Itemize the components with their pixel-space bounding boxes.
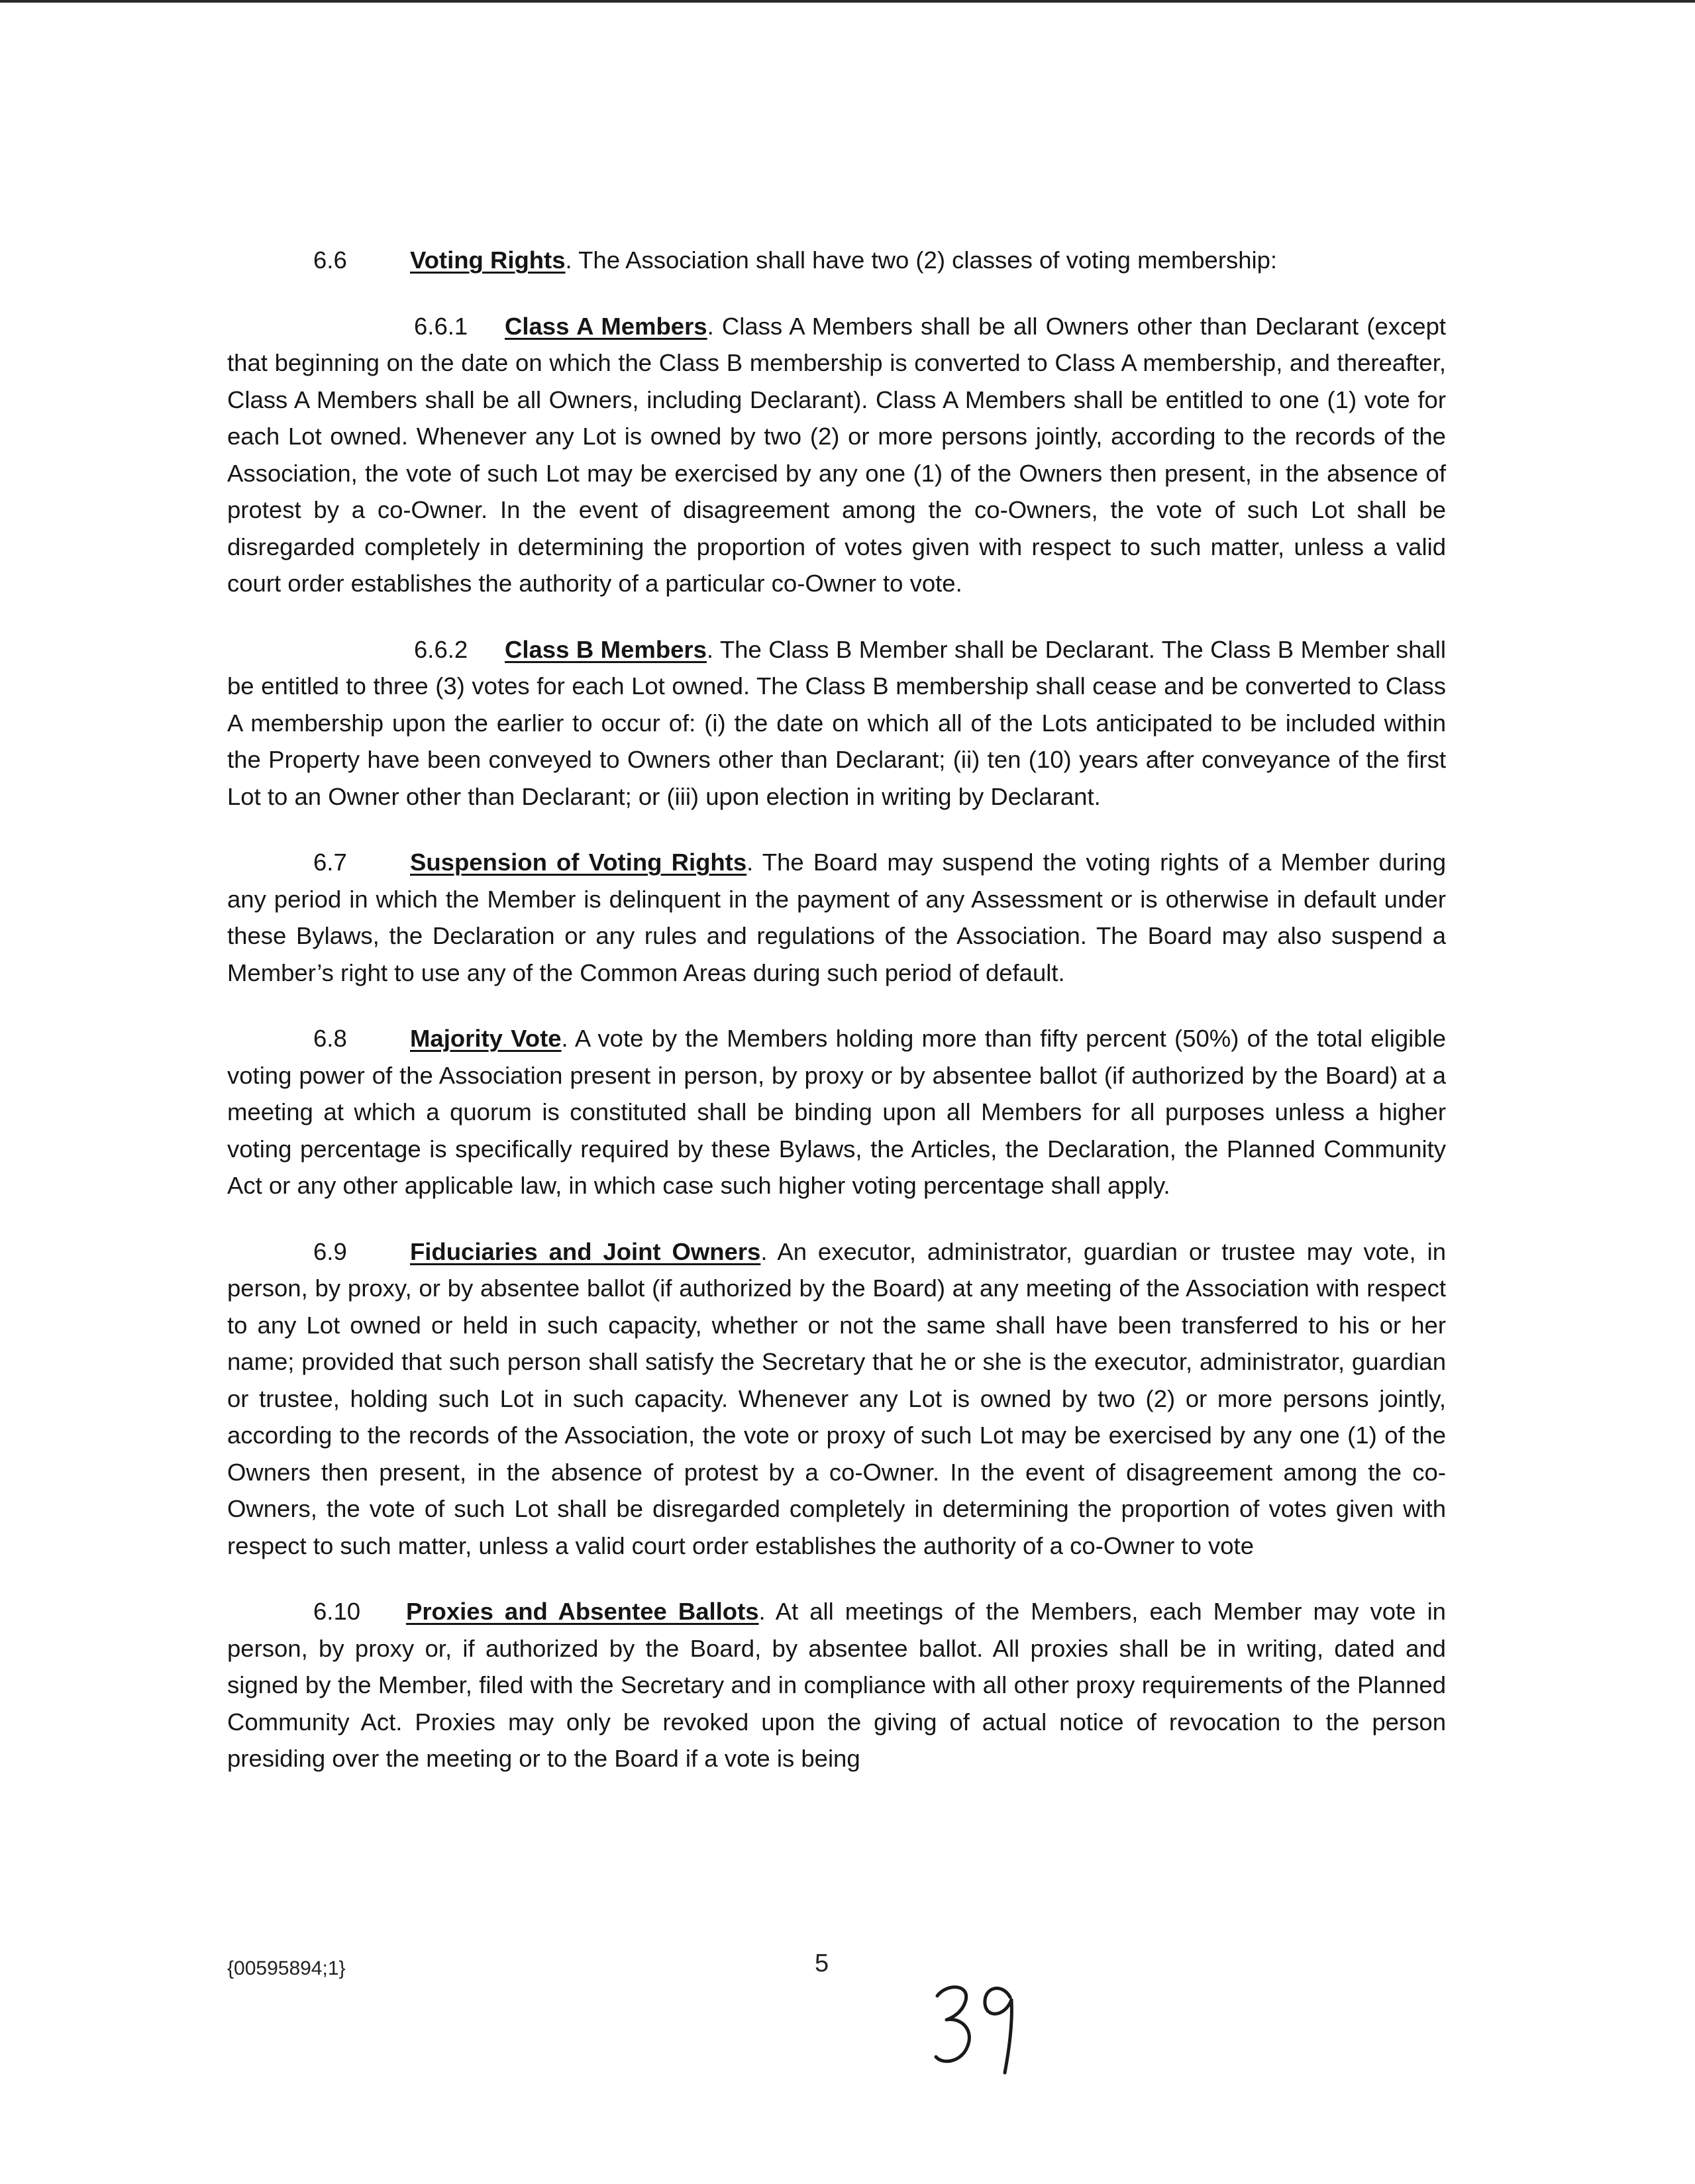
section-text: . The Class B Member shall be Declarant. The Class B Member shall be entitled to three (3) votes for each Lot owned. The Class B membership shall cease and be converted to Class A membership upon the earlier to occur of: (i) the date on which all of the Lots anticipated to be included within the Property have been conveyed to Owners other than Declarant; (ii) ten (10) years after conveyance of the first Lot to an Owner other than Declarant; or (iii) upon election in writing by Declarant. [227,635,1446,810]
section-6-8 [227,1020,1446,1204]
handwritten-page-number [931,1977,1023,2077]
document-page [227,242,1446,1806]
section-number: 6.8 [313,1025,347,1052]
section-heading: Class A Members [505,312,707,340]
section-6-6-1 [227,308,1446,602]
section-text: . A vote by the Members holding more than fifty percent (50%) of the total eligible voting power of the Association present in person, by proxy or by absentee ballot (if authorized by the Board) at a meeting at which a quorum is constituted shall be binding upon all Members for all purposes unless a higher voting percentage is specifically required by these Bylaws, the Articles, the Declaration, the Planned Community Act or any other applicable law, in which case such higher voting percentage shall apply. [227,1025,1446,1199]
section-6-7 [227,844,1446,991]
section-text: . At all meetings of the Members, each Member may vote in person, by proxy or, if authorized by the Board, by absentee ballot. All proxies shall be in writing, dated and signed by the Member, filed with the Secretary and in compliance with all other proxy requirements of the Planned Community Act. Proxies may only be revoked upon the giving of actual notice of revocation to the person presiding over the meeting or to the Board if a vote is being [227,1598,1446,1772]
section-number: 6.6.1 [414,312,468,340]
section-6-9 [227,1233,1446,1565]
section-number: 6.6 [313,246,347,274]
section-number: 6.7 [313,849,347,876]
section-6-6 [227,242,1446,279]
section-text: . The Association shall have two (2) classes of voting membership: [565,246,1278,274]
section-6-6-2 [227,631,1446,815]
section-number: 6.10 [313,1598,361,1625]
section-heading: Majority Vote [410,1025,562,1052]
scan-edge-line [0,0,1695,3]
section-text: . An executor, administrator, guardian or trustee may vote, in person, by proxy, or by absentee ballot (if authorized by the Board) at any meeting of the Association with respect to any Lot owned or held in such capacity, whether or not the same shall have been transferred to his or her name; provided that such person shall satisfy the Secretary that he or she is the executor, administrator, guardian or trustee, holding such Lot in such capacity. Whenever any Lot is owned by two (2) or more persons jointly, according to the records of the Association, the vote or proxy of such Lot may be exercised by any one (1) of the Owners then present, in the absence of protest by a co-Owner. In the event of disagreement among the co-Owners, the vote of such Lot shall be disregarded completely in determining the proportion of votes given with respect to such matter, unless a valid court order establishes the authority of a co-Owner to vote [227,1237,1446,1559]
section-text: . The Board may suspend the voting rights of a Member during any period in which the Member is delinquent in the payment of any Assessment or is otherwise in default under these Bylaws, the Declaration or any rules and regulations of the Association. The Board may also suspend a Member’s right to use any of the Common Areas during such period of default. [227,849,1446,986]
section-heading: Proxies and Absentee Ballots [406,1598,759,1625]
section-number: 6.6.2 [414,635,468,663]
section-heading: Voting Rights [410,246,566,274]
section-heading: Fiduciaries and Joint Owners [410,1237,761,1265]
section-heading: Suspension of Voting Rights [410,849,747,876]
section-heading: Class B Members [505,635,707,663]
section-text: . Class A Members shall be all Owners other than Declarant (except that beginning on the date on which the Class B membership is converted to Class A membership, and thereafter, Class A Members shall be all Owners, including Declarant). Class A Members shall be entitled to one (1) vote for each Lot owned. Whenever any Lot is owned by two (2) or more persons jointly, according to the records of the Association, the vote of such Lot may be exercised by any one (1) of the Owners then present, in the absence of protest by a co-Owner. In the event of disagreement among the co-Owners, the vote of such Lot shall be disregarded completely in determining the proportion of votes given with respect to such matter, unless a valid court order establishes the authority of a particular co-Owner to vote. [227,312,1447,597]
section-number: 6.9 [313,1237,347,1265]
document-code: {00595894;1} [227,1957,346,1979]
page-number: 5 [815,1950,829,1977]
section-6-10 [227,1593,1446,1777]
